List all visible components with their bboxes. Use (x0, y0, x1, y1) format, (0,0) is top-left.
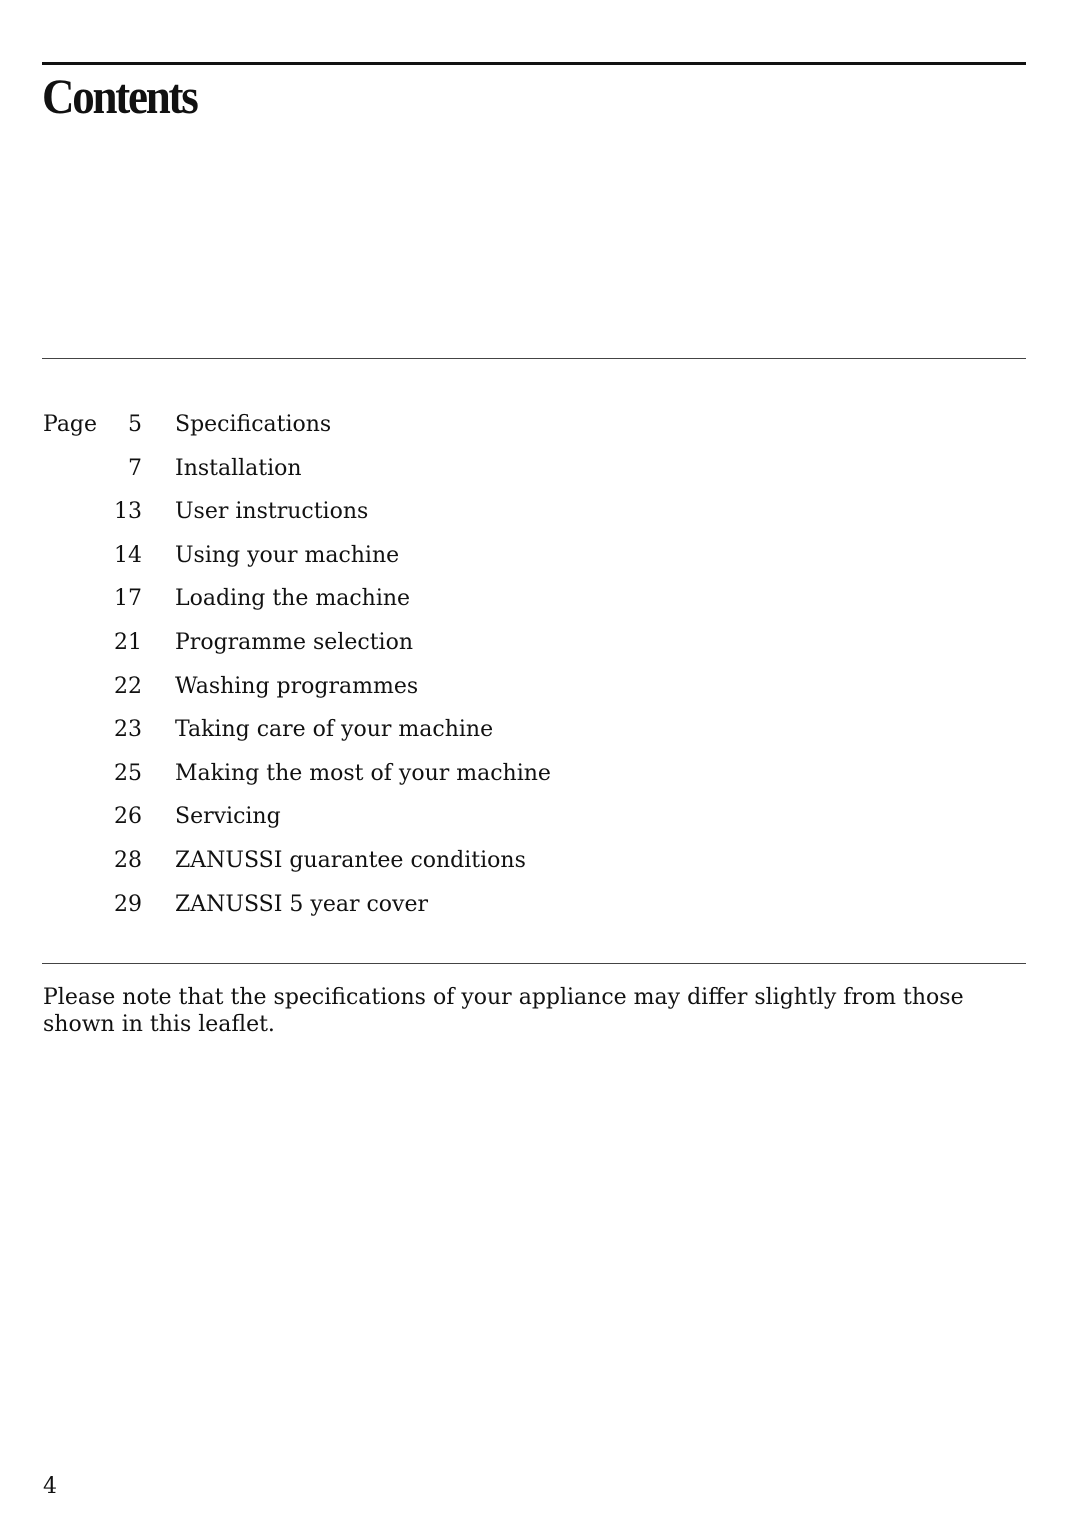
toc-title: Making the most of your machine (175, 760, 551, 786)
toc-title: Servicing (175, 804, 281, 830)
toc-page-number: 28 (114, 848, 142, 873)
page-number: 4 (43, 1474, 57, 1499)
toc-title: User instructions (175, 499, 369, 525)
toc-title: ZANUSSI 5 year cover (175, 891, 428, 917)
toc-title: Installation (175, 455, 302, 481)
toc-page-number: 29 (114, 891, 142, 917)
toc-page-number: 26 (114, 804, 142, 830)
top-rule (42, 62, 1026, 65)
toc-page-number: 14 (114, 542, 142, 568)
page-label: Page (43, 412, 98, 437)
note-text: Please note that the specifications of your appliance may differ slightly from those shown in this leaflet. (43, 985, 964, 1037)
toc-title: Taking care of your machine (175, 717, 494, 743)
toc-page-number: 5 (128, 412, 142, 437)
toc-page-number: 21 (114, 630, 142, 655)
page-title: Contents (42, 68, 197, 124)
toc-page-number: 25 (114, 760, 142, 786)
toc-title: Using your machine (175, 542, 400, 568)
toc-title: Programme selection (175, 630, 413, 655)
toc-title: Specifications (175, 412, 332, 437)
toc-page-number: 17 (114, 586, 142, 612)
divider (42, 963, 1026, 964)
toc-page-number: 22 (114, 673, 142, 699)
divider (42, 358, 1026, 359)
toc-title: ZANUSSI guarantee conditions (175, 848, 526, 873)
toc-page-number: 7 (128, 455, 142, 481)
toc-page-number: 13 (114, 499, 142, 525)
toc-page-number: 23 (114, 717, 142, 743)
toc-title: Washing programmes (175, 673, 419, 699)
toc-title: Loading the machine (175, 586, 411, 612)
